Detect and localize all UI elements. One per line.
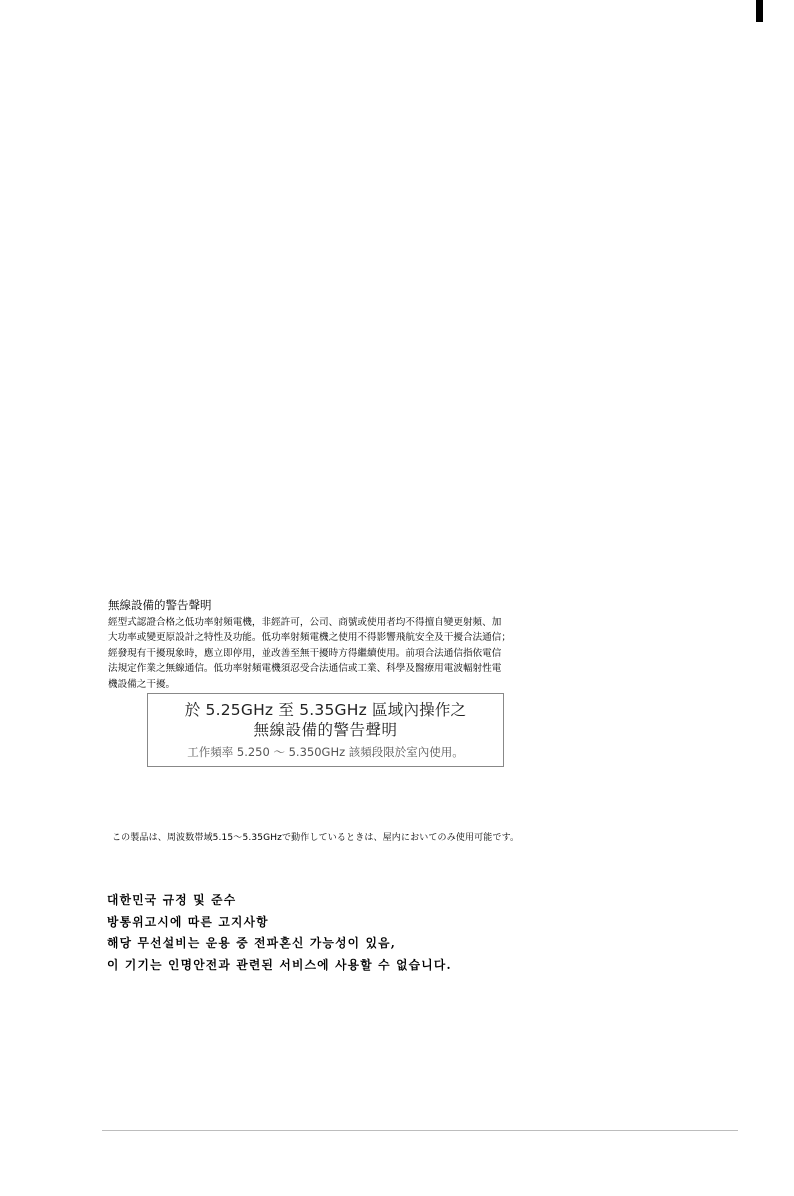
taiwan-notice-line: 法規定作業之無線通信。低功率射頻電機須忍受合法通信或工業、科學及醫療用電波輻射性電 bbox=[108, 663, 502, 675]
japan-notice: この製品は、周波数帯域5.15～5.35GHzで動作しているときは、屋内においてのみ使用可能です。 bbox=[112, 833, 520, 843]
taiwan-notice-line: 大功率或變更原設計之特性及功能。低功率射頻電機之使用不得影響飛航安全及干擾合法通信； bbox=[108, 632, 511, 644]
footer-divider bbox=[102, 1130, 738, 1131]
taiwan-notice-body bbox=[108, 615, 608, 692]
korea-notice bbox=[107, 890, 627, 977]
band-warning-box bbox=[147, 693, 504, 767]
band-warning-body: 工作頻率 5.250 ～ 5.350GHz 該頻段限於室內使用。 bbox=[187, 745, 464, 759]
taiwan-notice-line: 經發現有干擾現象時，應立即停用，並改善至無干擾時方得繼續使用。前項合法通信指依電信 bbox=[108, 647, 502, 659]
korea-notice-title: 대한민국 규정 및 준수 bbox=[107, 893, 237, 907]
band-warning-title-2: 無線設備的警告聲明 bbox=[253, 721, 398, 739]
korea-notice-line: 방통위고시에 따른 고지사항 bbox=[107, 914, 269, 929]
korea-notice-line: 이 기기는 인명안전과 관련된 서비스에 사용할 수 없습니다. bbox=[107, 958, 452, 973]
taiwan-wireless-notice bbox=[108, 598, 608, 692]
band-warning-title-1: 於 5.25GHz 至 5.35GHz 區域內操作之 bbox=[184, 701, 467, 719]
taiwan-notice-line: 機設備之干擾。 bbox=[108, 678, 176, 690]
korea-notice-line: 해당 무선설비는 운용 중 전파혼신 가능성이 있음, bbox=[107, 936, 397, 951]
taiwan-notice-title: 無線設備的警告聲明 bbox=[108, 598, 212, 612]
page-edge-marker bbox=[756, 0, 763, 22]
taiwan-notice-line: 經型式認證合格之低功率射頻電機，非經許可，公司、商號或使用者均不得擅自變更射頻、加 bbox=[108, 617, 502, 628]
